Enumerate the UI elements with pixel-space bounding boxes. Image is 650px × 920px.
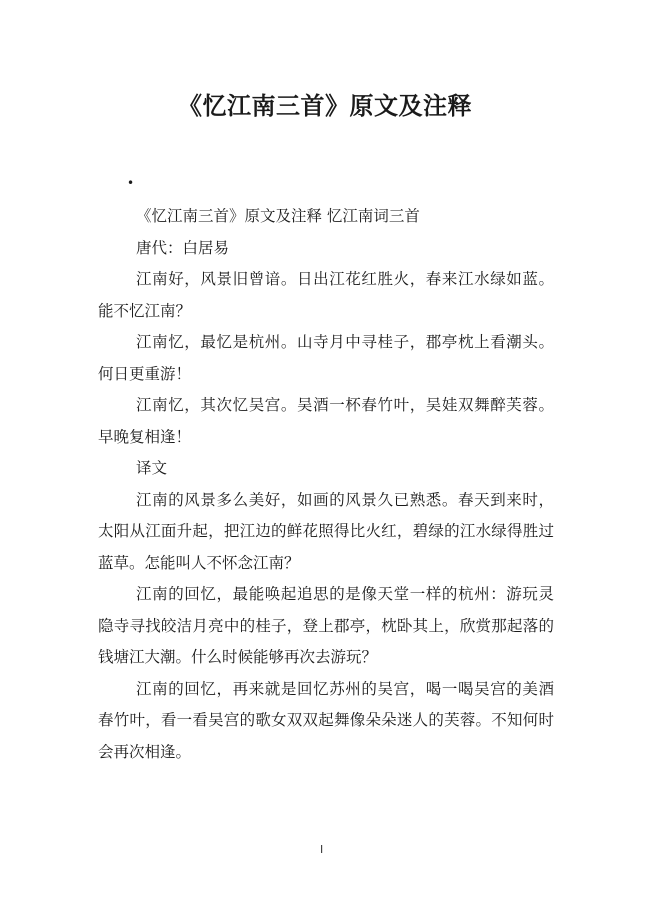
- paragraph-poem-3: 江南忆，其次忆吴宫。吴酒一杯春竹叶，吴娃双舞醉芙蓉。早晚复相逢！: [98, 396, 554, 446]
- document-title: 《忆江南三首》原文及注释: [178, 92, 472, 120]
- bullet-marker: •: [127, 176, 135, 190]
- page-marker: I: [320, 843, 324, 856]
- paragraph-author: 唐代：白居易: [136, 238, 230, 257]
- paragraph-heading: 《忆江南三首》原文及注释 忆江南词三首: [136, 207, 420, 225]
- paragraph-translation-heading: 译文: [136, 459, 168, 477]
- paragraph-translation-2: 江南的回忆，最能唤起追思的是像天堂一样的杭州：游玩灵隐寺寻找皎洁月亮中的桂子，登上郡亭，枕卧其上，欣赏那起落的钱塘江大潮。什么时候能够再次去游玩？: [98, 585, 554, 666]
- paragraph-poem-1: 江南好，风景旧曾谙。日出江花红胜火，春来江水绿如蓝。能不忆江南？: [98, 270, 554, 320]
- document-body: [98, 201, 554, 768]
- paragraph-poem-2: 江南忆，最忆是杭州。山寺月中寻桂子，郡亭枕上看潮头。何日更重游！: [98, 333, 554, 383]
- paragraph-translation-3: 江南的回忆，再来就是回忆苏州的吴宫，喝一喝吴宫的美酒春竹叶，看一看吴宫的歌女双双起舞像朵朵迷人的芙蓉。不知何时会再次相逢。: [98, 679, 554, 761]
- paragraph-translation-1: 江南的风景多么美好，如画的风景久已熟悉。春天到来时，太阳从江面升起，把江边的鲜花照得比火红，碧绿的江水绿得胜过蓝草。怎能叫人不怀念江南？: [98, 490, 554, 572]
